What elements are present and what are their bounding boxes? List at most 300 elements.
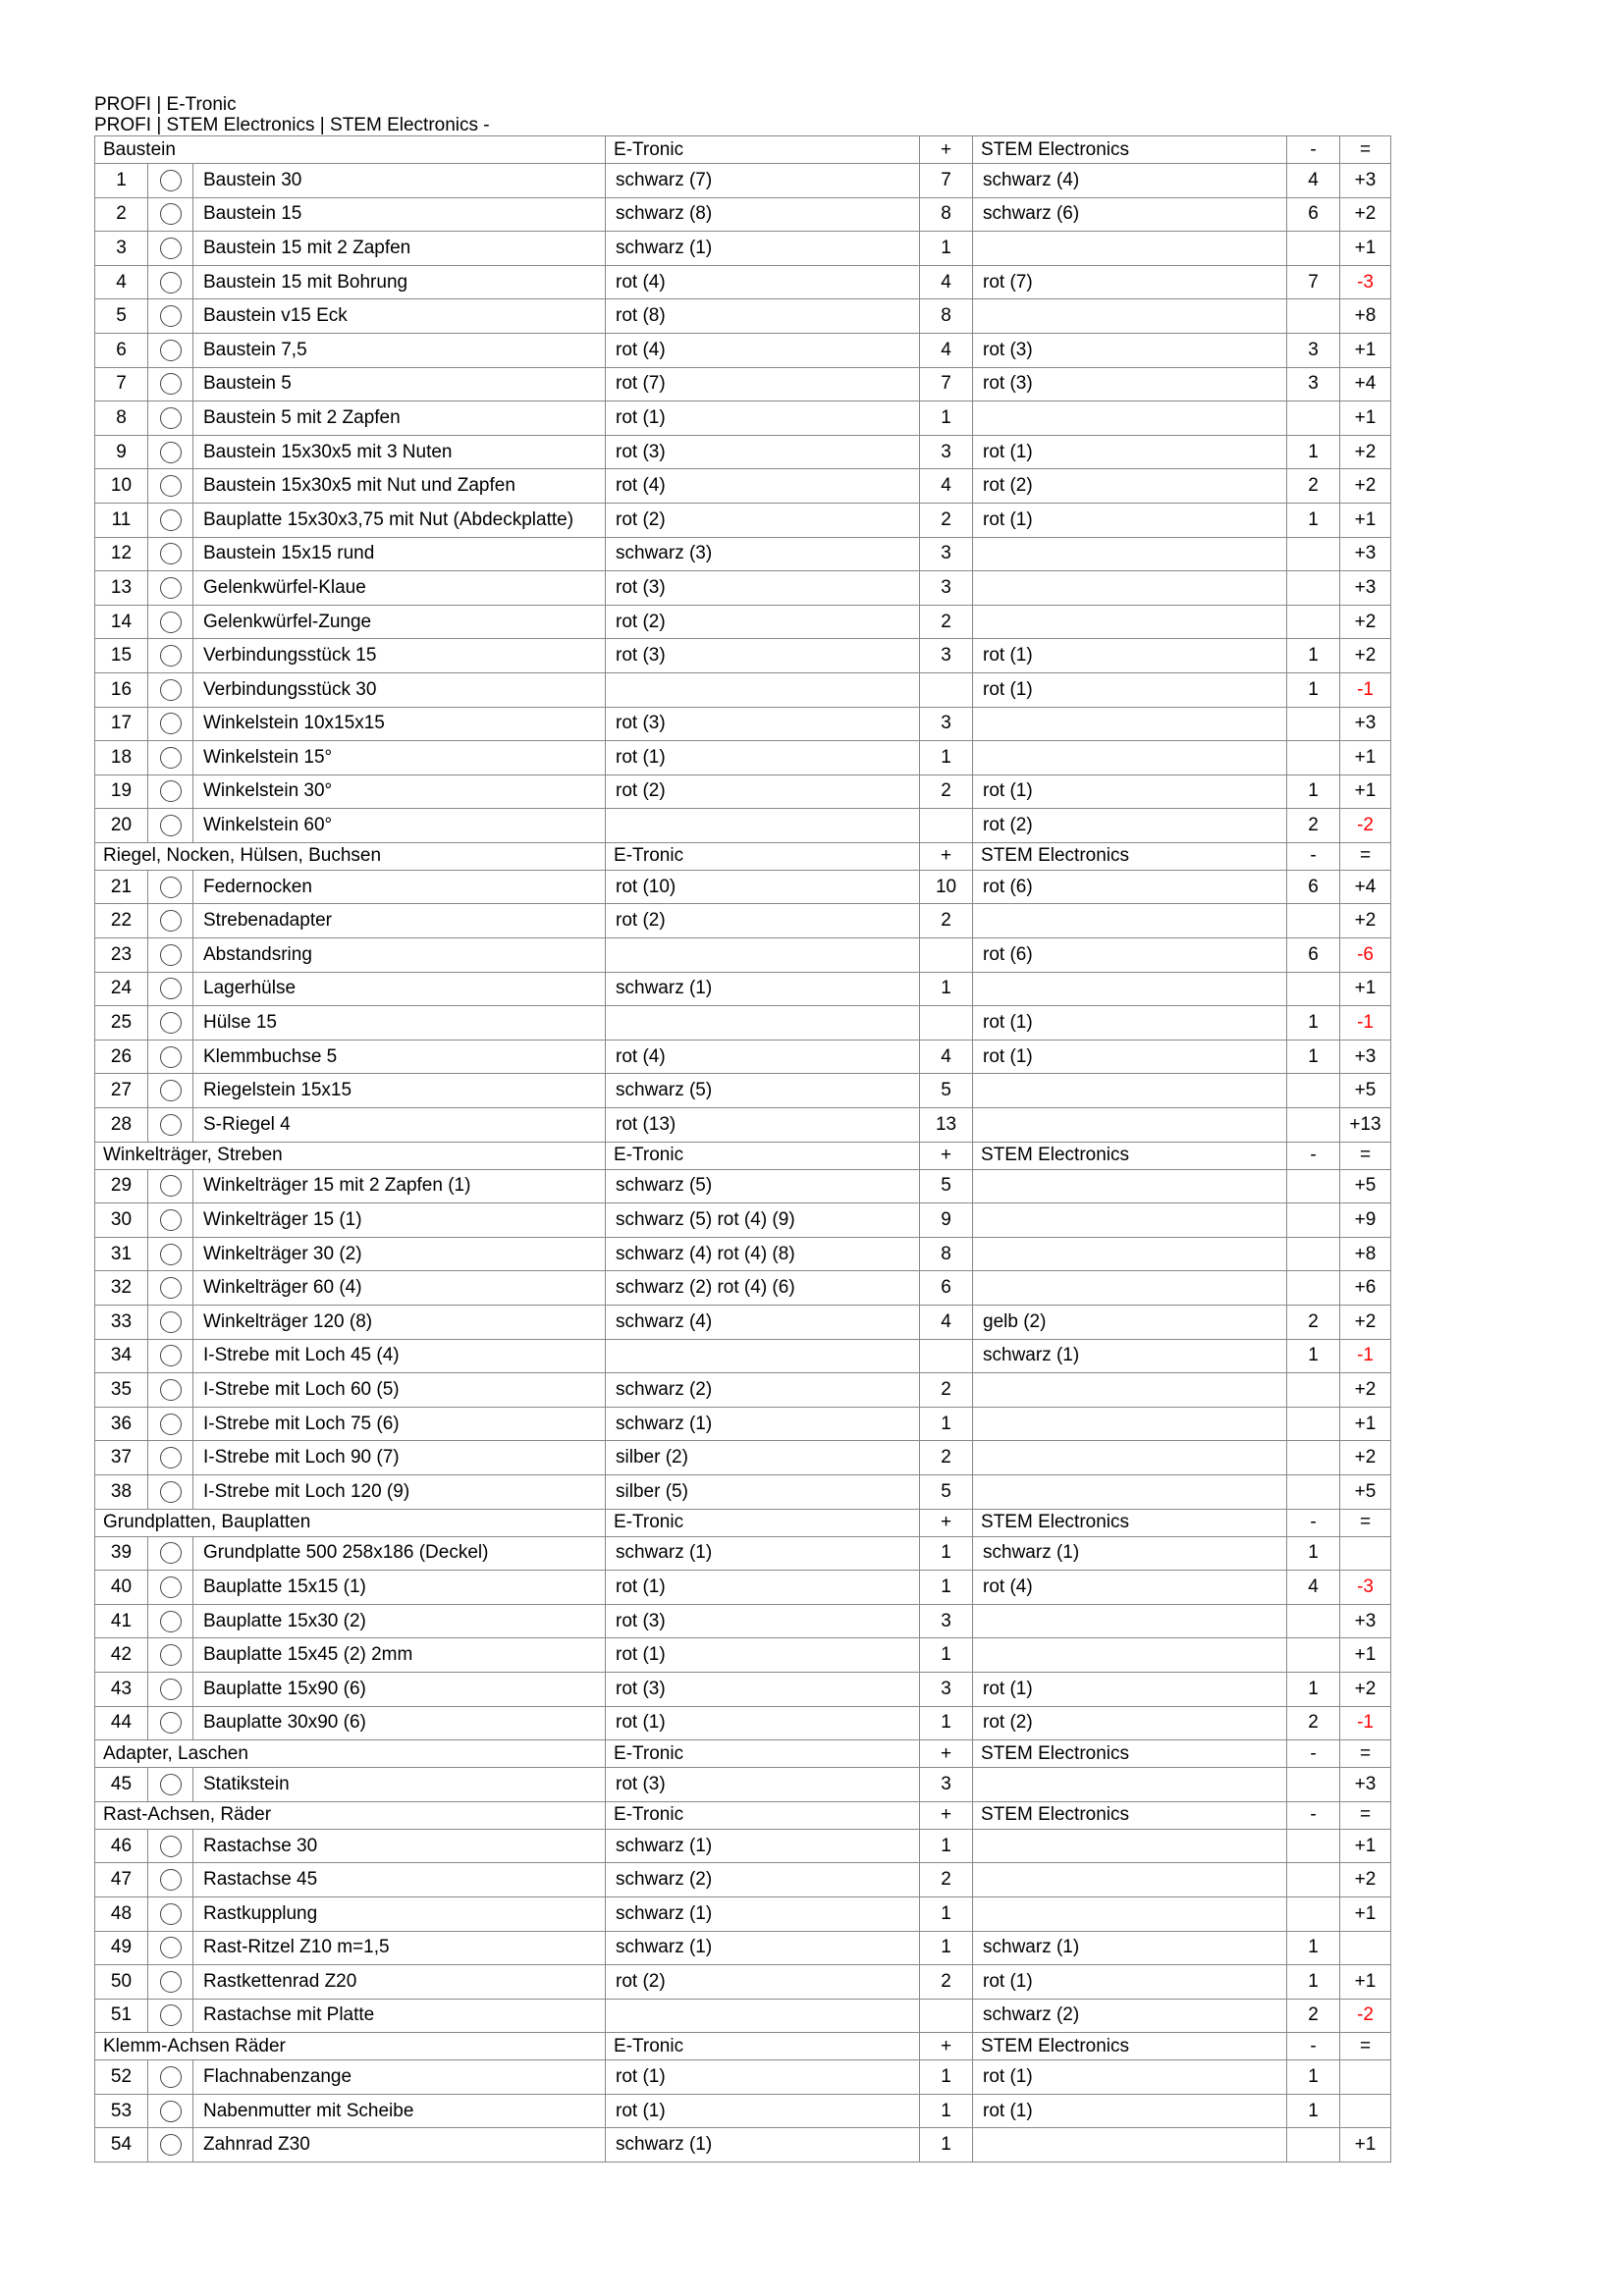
stem-color [973,1604,1287,1638]
circle-checkbox-icon[interactable] [160,407,182,429]
etronic-qty: 3 [920,1768,973,1802]
section-header-row [95,1740,1391,1768]
checkbox-cell [148,1896,193,1931]
header-line-1: PROFI | E-Tronic [94,94,237,115]
circle-checkbox-icon[interactable] [160,612,182,633]
circle-checkbox-icon[interactable] [160,305,182,327]
etronic-qty: 1 [920,1407,973,1441]
section-header-row [95,1801,1391,1829]
stem-qty: 1 [1287,1040,1340,1074]
table-row [95,197,1391,232]
stem-qty [1287,1237,1340,1271]
etronic-qty [920,938,973,973]
stem-color: schwarz (1) [973,1536,1287,1571]
checkbox-cell [148,435,193,469]
circle-checkbox-icon[interactable] [160,577,182,599]
circle-checkbox-icon[interactable] [160,1311,182,1333]
checkbox-cell [148,1604,193,1638]
etronic-color: rot (2) [606,1965,920,2000]
table-row [95,1706,1391,1740]
difference: +8 [1340,1237,1391,1271]
etronic-qty: 1 [920,2128,973,2163]
row-number: 1 [95,164,148,198]
stem-color: rot (4) [973,1571,1287,1605]
etronic-color: rot (1) [606,2094,920,2128]
section-header-row [95,136,1391,164]
circle-checkbox-icon[interactable] [160,1209,182,1231]
etronic-qty: 10 [920,870,973,904]
stem-qty: 1 [1287,1339,1340,1373]
difference: +5 [1340,1169,1391,1203]
difference: +3 [1340,164,1391,198]
etronic-qty [920,672,973,707]
circle-checkbox-icon[interactable] [160,2066,182,2088]
part-name: Bauplatte 15x30 (2) [193,1604,606,1638]
table-row [95,1108,1391,1143]
table-body [95,136,1391,2163]
table-row [95,870,1391,904]
stem-color: rot (6) [973,870,1287,904]
part-name: I-Strebe mit Loch 90 (7) [193,1441,606,1475]
etronic-color: rot (3) [606,707,920,741]
section-col-equals: = [1340,136,1391,164]
circle-checkbox-icon[interactable] [160,1774,182,1795]
row-number: 50 [95,1965,148,2000]
circle-checkbox-icon[interactable] [160,1836,182,1857]
etronic-qty: 2 [920,904,973,938]
stem-qty [1287,1638,1340,1673]
etronic-qty [920,1339,973,1373]
section-header-row [95,2033,1391,2060]
part-name: S-Riegel 4 [193,1108,606,1143]
section-col-plus: + [920,136,973,164]
stem-color: rot (2) [973,809,1287,843]
checkbox-cell [148,1706,193,1740]
row-number: 15 [95,639,148,673]
difference [1340,1536,1391,1571]
table-row [95,401,1391,436]
section-col-stem: STEM Electronics [973,1740,1287,1768]
etronic-color: schwarz (1) [606,1829,920,1863]
part-name: Federnocken [193,870,606,904]
difference: +3 [1340,1768,1391,1802]
part-name: Baustein 15 [193,197,606,232]
stem-color [973,299,1287,334]
circle-checkbox-icon[interactable] [160,2134,182,2156]
circle-checkbox-icon[interactable] [160,1679,182,1700]
checkbox-cell [148,1108,193,1143]
part-name: Winkelträger 30 (2) [193,1237,606,1271]
etronic-qty: 8 [920,299,973,334]
table-row [95,1237,1391,1271]
table-row [95,1441,1391,1475]
stem-color: gelb (2) [973,1306,1287,1340]
section-header-row [95,842,1391,870]
circle-checkbox-icon[interactable] [160,1644,182,1666]
circle-checkbox-icon[interactable] [160,1903,182,1925]
row-number: 19 [95,774,148,809]
stem-color: rot (1) [973,1006,1287,1041]
checkbox-cell [148,1863,193,1897]
row-number: 54 [95,2128,148,2163]
checkbox-cell [148,1829,193,1863]
stem-color [973,1638,1287,1673]
difference [1340,2060,1391,2095]
circle-checkbox-icon[interactable] [160,442,182,463]
part-name: Baustein 30 [193,164,606,198]
checkbox-cell [148,870,193,904]
part-name: Winkelträger 15 (1) [193,1203,606,1238]
table-row [95,1339,1391,1373]
table-row [95,299,1391,334]
stem-qty [1287,707,1340,741]
circle-checkbox-icon[interactable] [160,877,182,898]
part-name: Baustein 5 mit 2 Zapfen [193,401,606,436]
difference: +13 [1340,1108,1391,1143]
difference: +5 [1340,1074,1391,1108]
circle-checkbox-icon[interactable] [160,2004,182,2026]
circle-checkbox-icon[interactable] [160,543,182,564]
stem-color: rot (1) [973,435,1287,469]
circle-checkbox-icon[interactable] [160,1937,182,1958]
etronic-qty: 3 [920,707,973,741]
part-name: Baustein 5 [193,367,606,401]
circle-checkbox-icon[interactable] [160,1869,182,1891]
circle-checkbox-icon[interactable] [160,1447,182,1468]
stem-qty [1287,1108,1340,1143]
difference: -6 [1340,938,1391,973]
etronic-color: schwarz (4) rot (4) (8) [606,1237,920,1271]
table-row [95,1829,1391,1863]
etronic-qty: 1 [920,1571,973,1605]
stem-qty: 1 [1287,2094,1340,2128]
checkbox-cell [148,1237,193,1271]
section-col-plus: + [920,842,973,870]
table-row [95,164,1391,198]
table-row [95,1768,1391,1802]
section-col-etronic: E-Tronic [606,2033,920,2060]
checkbox-cell [148,469,193,504]
difference: +1 [1340,1896,1391,1931]
etronic-color: schwarz (1) [606,1536,920,1571]
etronic-qty: 1 [920,1896,973,1931]
difference: +2 [1340,1306,1391,1340]
stem-qty [1287,299,1340,334]
etronic-color: schwarz (8) [606,197,920,232]
section-col-minus: - [1287,842,1340,870]
table-row [95,469,1391,504]
circle-checkbox-icon[interactable] [160,645,182,667]
row-number: 34 [95,1339,148,1373]
circle-checkbox-icon[interactable] [160,1080,182,1101]
circle-checkbox-icon[interactable] [160,238,182,259]
stem-color: schwarz (6) [973,197,1287,232]
stem-qty: 1 [1287,774,1340,809]
row-number: 37 [95,1441,148,1475]
checkbox-cell [148,1536,193,1571]
difference: +1 [1340,972,1391,1006]
table-row [95,1373,1391,1408]
stem-qty [1287,1768,1340,1802]
row-number: 52 [95,2060,148,2095]
circle-checkbox-icon[interactable] [160,373,182,395]
etronic-qty: 1 [920,2060,973,2095]
part-name: Bauplatte 30x90 (6) [193,1706,606,1740]
circle-checkbox-icon[interactable] [160,978,182,999]
etronic-qty: 5 [920,1169,973,1203]
circle-checkbox-icon[interactable] [160,1012,182,1034]
etronic-color: silber (2) [606,1441,920,1475]
circle-checkbox-icon[interactable] [160,1576,182,1598]
table-row [95,367,1391,401]
table-row [95,904,1391,938]
circle-checkbox-icon[interactable] [160,679,182,701]
circle-checkbox-icon[interactable] [160,747,182,769]
section-col-equals: = [1340,1801,1391,1829]
stem-color: rot (1) [973,503,1287,537]
circle-checkbox-icon[interactable] [160,203,182,225]
circle-checkbox-icon[interactable] [160,1481,182,1503]
stem-color: rot (1) [973,639,1287,673]
circle-checkbox-icon[interactable] [160,713,182,734]
stem-qty [1287,1829,1340,1863]
table-row [95,1571,1391,1605]
stem-qty [1287,1896,1340,1931]
checkbox-cell [148,672,193,707]
circle-checkbox-icon[interactable] [160,509,182,531]
stem-qty: 1 [1287,1536,1340,1571]
circle-checkbox-icon[interactable] [160,1611,182,1632]
circle-checkbox-icon[interactable] [160,1971,182,1993]
checkbox-cell [148,503,193,537]
table-row [95,707,1391,741]
etronic-color: schwarz (1) [606,1896,920,1931]
stem-color [973,537,1287,571]
circle-checkbox-icon[interactable] [160,1379,182,1401]
difference: +3 [1340,707,1391,741]
checkbox-cell [148,1931,193,1965]
part-name: Nabenmutter mit Scheibe [193,2094,606,2128]
table-row [95,672,1391,707]
difference: +2 [1340,197,1391,232]
table-row [95,938,1391,973]
etronic-qty: 5 [920,1474,973,1509]
checkbox-cell [148,1571,193,1605]
section-title: Winkelträger, Streben [95,1142,606,1169]
section-col-etronic: E-Tronic [606,136,920,164]
section-header-row [95,1509,1391,1536]
stem-qty: 1 [1287,672,1340,707]
row-number: 35 [95,1373,148,1408]
table-row [95,333,1391,367]
part-name: Gelenkwürfel-Klaue [193,571,606,606]
checkbox-cell [148,774,193,809]
table-row [95,774,1391,809]
stem-color: rot (6) [973,938,1287,973]
checkbox-cell [148,1474,193,1509]
difference: +8 [1340,299,1391,334]
etronic-color: rot (1) [606,741,920,775]
row-number: 7 [95,367,148,401]
part-name: Rastkupplung [193,1896,606,1931]
circle-checkbox-icon[interactable] [160,475,182,497]
etronic-color: schwarz (1) [606,2128,920,2163]
checkbox-cell [148,1339,193,1373]
section-col-stem: STEM Electronics [973,1142,1287,1169]
difference: -3 [1340,265,1391,299]
table-row [95,639,1391,673]
row-number: 36 [95,1407,148,1441]
etronic-qty: 1 [920,401,973,436]
circle-checkbox-icon[interactable] [160,780,182,802]
circle-checkbox-icon[interactable] [160,1277,182,1299]
stem-color [973,1169,1287,1203]
stem-color [973,1373,1287,1408]
etronic-qty: 2 [920,1441,973,1475]
part-name: I-Strebe mit Loch 45 (4) [193,1339,606,1373]
stem-qty [1287,1373,1340,1408]
checkbox-cell [148,1407,193,1441]
etronic-color: rot (4) [606,1040,920,1074]
difference: +1 [1340,1407,1391,1441]
difference: +2 [1340,1672,1391,1706]
part-name: Strebenadapter [193,904,606,938]
circle-checkbox-icon[interactable] [160,1046,182,1068]
checkbox-cell [148,1271,193,1306]
etronic-color: schwarz (1) [606,972,920,1006]
row-number: 38 [95,1474,148,1509]
part-name: Baustein 15 mit 2 Zapfen [193,232,606,266]
etronic-qty: 2 [920,1373,973,1408]
etronic-qty: 4 [920,469,973,504]
etronic-qty: 5 [920,1074,973,1108]
part-name: Verbindungsstück 15 [193,639,606,673]
section-col-stem: STEM Electronics [973,1509,1287,1536]
circle-checkbox-icon[interactable] [160,1542,182,1564]
table-row [95,2094,1391,2128]
part-name: I-Strebe mit Loch 75 (6) [193,1407,606,1441]
row-number: 16 [95,672,148,707]
circle-checkbox-icon[interactable] [160,2101,182,2122]
row-number: 44 [95,1706,148,1740]
stem-color [973,1863,1287,1897]
stem-color [973,972,1287,1006]
row-number: 51 [95,1999,148,2033]
section-col-etronic: E-Tronic [606,1740,920,1768]
difference: +2 [1340,904,1391,938]
etronic-color: schwarz (7) [606,164,920,198]
checkbox-cell [148,1306,193,1340]
etronic-color: silber (5) [606,1474,920,1509]
parts-comparison-table [94,135,1391,2163]
difference: -2 [1340,809,1391,843]
stem-color [973,1768,1287,1802]
part-name: I-Strebe mit Loch 120 (9) [193,1474,606,1509]
stem-color [973,1108,1287,1143]
stem-color: rot (1) [973,2060,1287,2095]
etronic-color: rot (3) [606,1604,920,1638]
circle-checkbox-icon[interactable] [160,1114,182,1136]
stem-qty [1287,2128,1340,2163]
etronic-color [606,1339,920,1373]
stem-qty: 1 [1287,503,1340,537]
stem-color [973,1407,1287,1441]
stem-color [973,1474,1287,1509]
table-row [95,1672,1391,1706]
part-name: Rastachse mit Platte [193,1999,606,2033]
etronic-color: rot (1) [606,1638,920,1673]
etronic-color: rot (1) [606,401,920,436]
section-col-equals: = [1340,1740,1391,1768]
stem-qty: 4 [1287,1571,1340,1605]
circle-checkbox-icon[interactable] [160,1175,182,1197]
part-name: Rastkettenrad Z20 [193,1965,606,2000]
row-number: 8 [95,401,148,436]
row-number: 11 [95,503,148,537]
stem-color [973,1829,1287,1863]
stem-qty: 1 [1287,1931,1340,1965]
circle-checkbox-icon[interactable] [160,815,182,836]
circle-checkbox-icon[interactable] [160,910,182,932]
section-col-equals: = [1340,1142,1391,1169]
stem-color: rot (3) [973,333,1287,367]
stem-color: rot (1) [973,774,1287,809]
circle-checkbox-icon[interactable] [160,340,182,361]
etronic-color: rot (2) [606,605,920,639]
part-name: Bauplatte 15x15 (1) [193,1571,606,1605]
circle-checkbox-icon[interactable] [160,1244,182,1265]
etronic-color: rot (3) [606,1768,920,1802]
stem-qty: 1 [1287,639,1340,673]
stem-qty [1287,904,1340,938]
section-col-equals: = [1340,2033,1391,2060]
circle-checkbox-icon[interactable] [160,1712,182,1734]
section-col-plus: + [920,1509,973,1536]
etronic-color: schwarz (1) [606,232,920,266]
part-name: Baustein 15x15 rund [193,537,606,571]
part-name: Bauplatte 15x90 (6) [193,1672,606,1706]
etronic-qty: 1 [920,1638,973,1673]
part-name: Baustein 15x30x5 mit Nut und Zapfen [193,469,606,504]
etronic-color: schwarz (5) [606,1169,920,1203]
row-number: 41 [95,1604,148,1638]
etronic-color: rot (3) [606,571,920,606]
circle-checkbox-icon[interactable] [160,1414,182,1435]
row-number: 25 [95,1006,148,1041]
etronic-color: rot (10) [606,870,920,904]
etronic-color: rot (4) [606,265,920,299]
etronic-qty: 3 [920,1604,973,1638]
table-row [95,1271,1391,1306]
checkbox-cell [148,333,193,367]
row-number: 33 [95,1306,148,1340]
circle-checkbox-icon[interactable] [160,272,182,294]
row-number: 32 [95,1271,148,1306]
section-col-plus: + [920,1801,973,1829]
circle-checkbox-icon[interactable] [160,170,182,191]
difference: +4 [1340,870,1391,904]
difference: +2 [1340,1373,1391,1408]
stem-color [973,232,1287,266]
stem-qty: 1 [1287,1672,1340,1706]
circle-checkbox-icon[interactable] [160,944,182,966]
checkbox-cell [148,401,193,436]
stem-qty: 1 [1287,1006,1340,1041]
stem-color [973,1237,1287,1271]
stem-color [973,741,1287,775]
stem-color: schwarz (4) [973,164,1287,198]
circle-checkbox-icon[interactable] [160,1345,182,1366]
